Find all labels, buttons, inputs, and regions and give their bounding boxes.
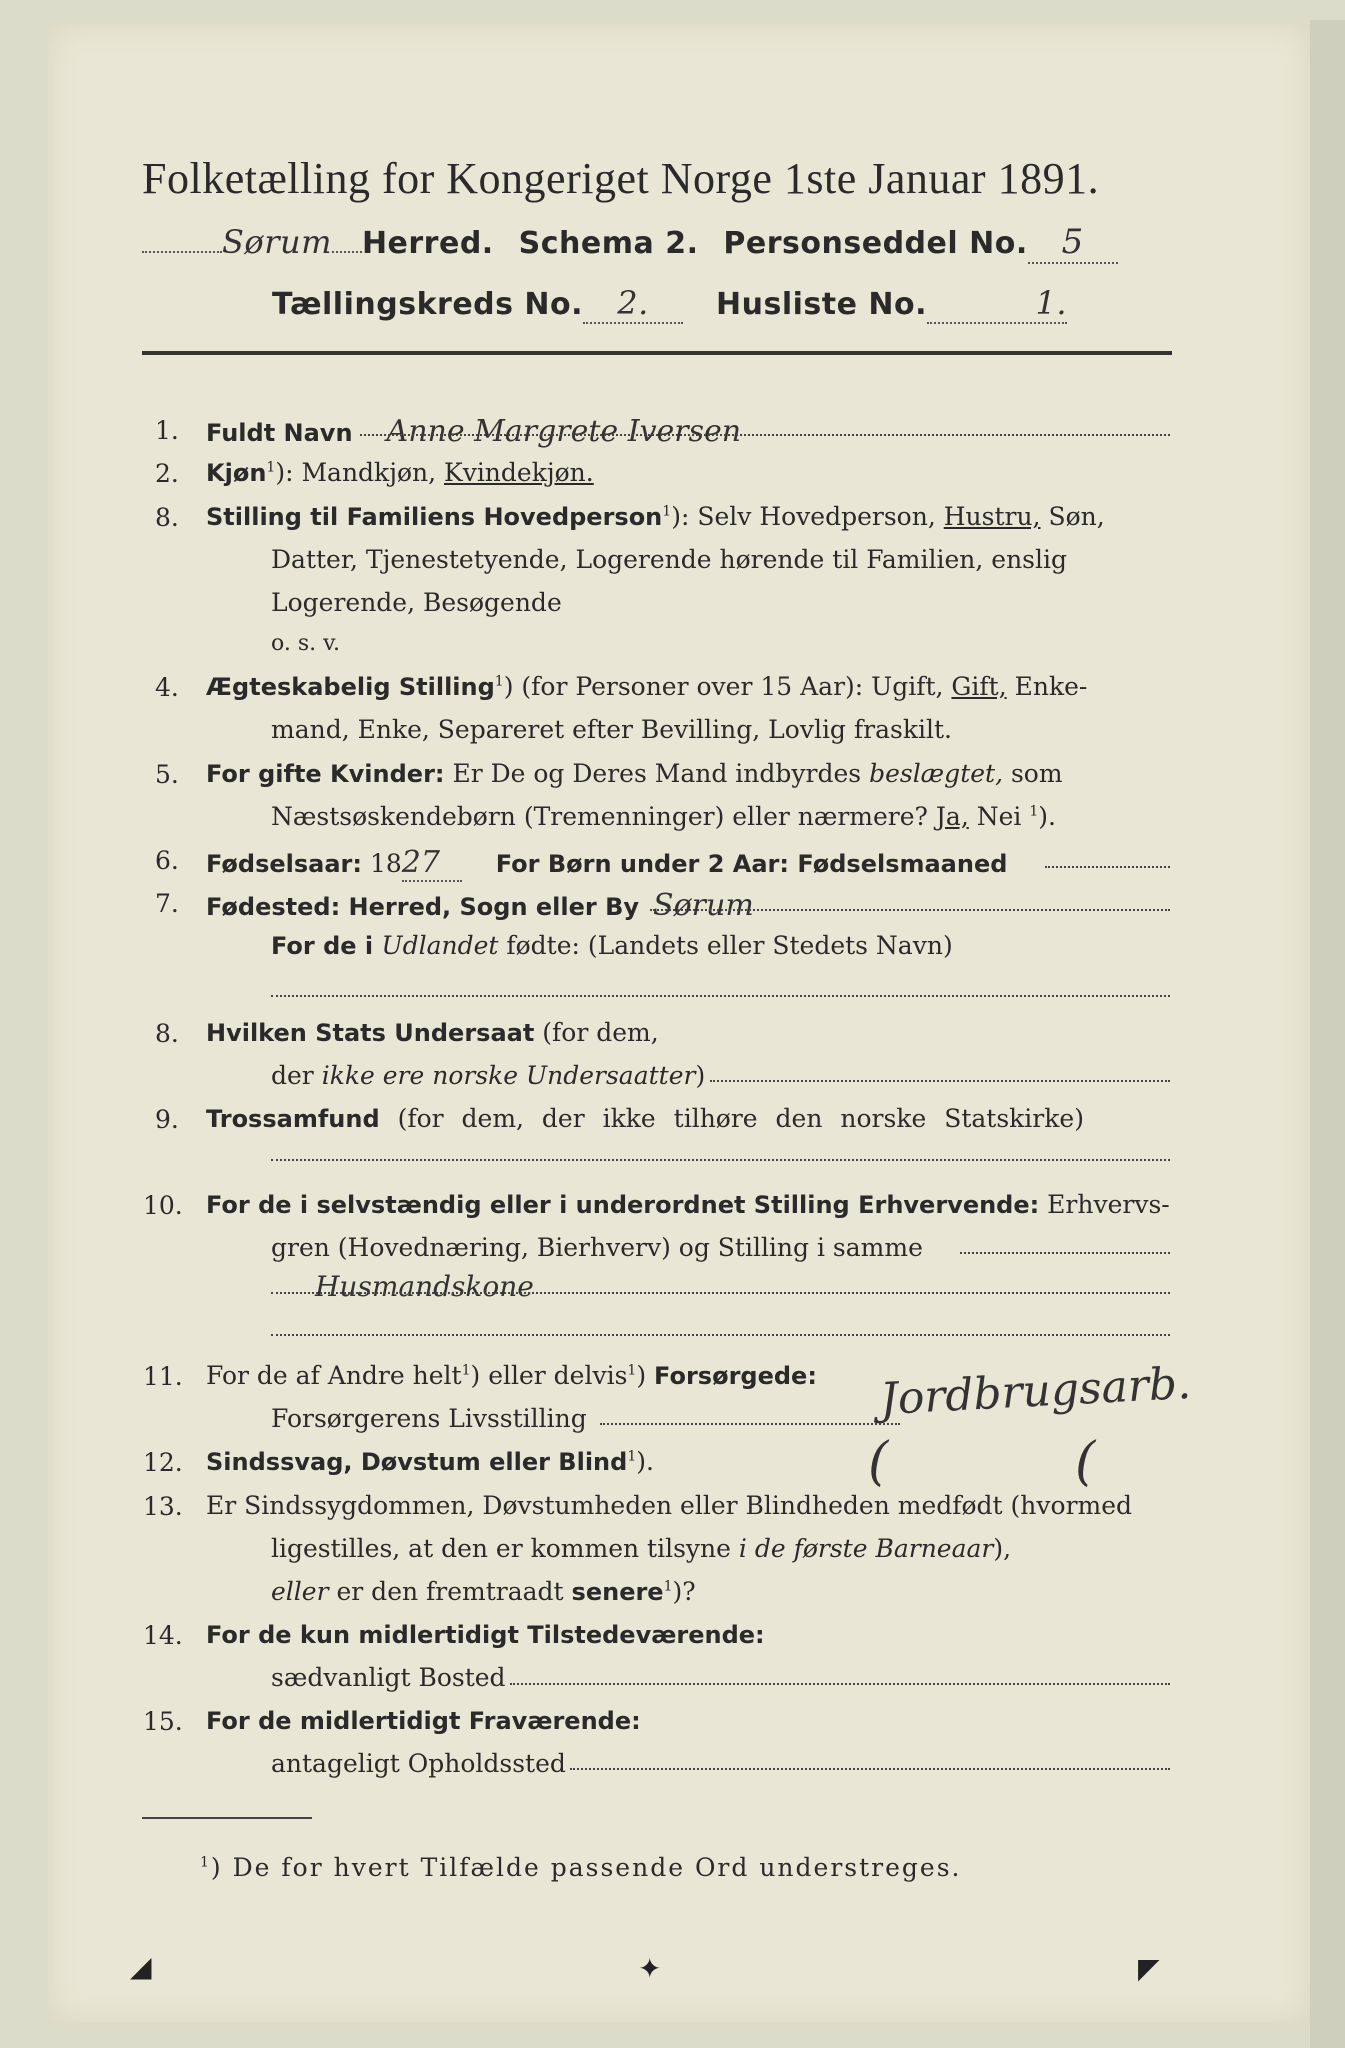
item-2-label: Kjøn [206,459,267,487]
item-13-line-3-text: er den fremtraadt [328,1577,572,1606]
item-5-text: Er De og Deres Mand indbyrdes [444,759,870,788]
item-5-label: For gifte Kvinder: [206,760,445,788]
item-7-line-2-text: For de i [271,932,382,960]
footnote-ref: 1 [662,503,672,520]
item-5-line-2 [271,802,1056,831]
item-1-label: Fuldt Navn [206,419,353,447]
item-12-row [206,1447,654,1476]
item-8-row [206,1018,659,1047]
item-7-line-2-end: fødte: (Landets eller Stedets Navn) [498,931,953,960]
item-3-row [206,502,1105,531]
footnote-ref: 1 [1029,803,1039,820]
item-3-text: ): Selv Hovedperson, [671,502,944,531]
item-5-row [206,759,1063,788]
item-9-label: Trossamfund [206,1105,380,1133]
item-number: 15. [143,1707,183,1736]
ja-underlined: Ja, [935,802,969,831]
item-7-label: Fødested: [206,893,341,921]
dotted-fill [271,995,1170,997]
item-6-row [206,845,1007,882]
item-13-line-2 [271,1534,1011,1563]
item-number: 13. [143,1492,183,1521]
item-number: 8. [155,1019,179,1048]
footnote-rule [142,1817,312,1819]
item-14-label: For de kun midlertidigt Tilstedeværende: [206,1621,765,1649]
item-7-text: Herred, Sogn eller By [340,893,640,921]
husliste-value: 1. [927,284,1067,324]
dotted-fill [510,1683,1170,1685]
dotted-fill [650,909,1170,911]
footnote-ref: 1 [461,1362,471,1379]
personseddel-value: 5 [1028,222,1118,264]
item-9-row [206,1104,1084,1133]
item-11-label: Forsørgede: [654,1362,817,1390]
item-15-label: For de midlertidigt Fraværende: [206,1707,641,1735]
item-2-row [206,458,594,487]
footnote-ref: 1 [494,673,504,690]
footnote-marker: 1 [200,1854,211,1871]
husliste-label: Husliste No. [716,287,928,322]
item-3-text-b: Søn, [1040,502,1105,531]
item-3-line-4: o. s. v. [271,631,340,656]
birthplace-value: Sørum [653,888,754,923]
dotted-fill [360,434,1170,436]
item-10-label: Erhvervende: [858,1191,1040,1219]
item-5-line-2-nei: Nei [968,802,1030,831]
item-15-line-2: antageligt Opholdssted [271,1749,566,1778]
item-13-line-3-end: )? [672,1577,696,1606]
item-13-line-2-text: ligestilles, at den er kommen tilsyne [271,1534,739,1563]
item-11-text-b: ) eller delvis [470,1361,628,1390]
item-5-line-2-end: ). [1038,802,1056,831]
item-1-row [206,414,741,449]
footnote-ref: 1 [663,1578,673,1595]
birth-year-value: 27 [402,845,462,882]
item-10-row [206,1190,1170,1219]
item-12-label: Sindssvag, Døvstum eller Blind [206,1448,628,1476]
item-number: 11. [143,1362,183,1391]
item-8-line-2 [271,1061,705,1090]
dotted-fill [271,1159,1170,1161]
item-4-line-2: mand, Enke, Separeret efter Bevilling, Lovlig fraskilt. [271,715,952,744]
item-8-line-2-text: der [271,1061,322,1090]
item-14-line-2: sædvanligt Bosted [271,1663,506,1692]
schema-label: Schema 2. [518,226,699,261]
item-8-label: Hvilken Stats Undersaat [206,1019,535,1047]
item-10-text: For de i selvstændig eller i underordnet Stilling [206,1191,859,1219]
item-number: 10. [143,1191,183,1220]
item-10-line-2: gren (Hovednæring, Bierhverv) og Stilling i samme [271,1233,923,1262]
ditto-mark: ( [868,1432,889,1492]
dotted-fill [271,1292,1170,1294]
item-13-row: Er Sindssygdommen, Døvstumheden eller Blindheden medfødt (hvormed [206,1491,1133,1520]
item-11-row [206,1361,817,1390]
full-name-value: Anne Margrete Iversen [386,414,742,449]
header-rule [142,351,1172,355]
footnote-ref: 1 [266,459,276,476]
item-number: 14. [143,1621,183,1650]
footnote [200,1853,961,1882]
item-4-text: ) (for Personer over 15 Aar): Ugift, [503,672,952,701]
item-4-text-b: Enke- [1006,672,1088,701]
gift-underlined: Gift, [951,672,1007,701]
birth-year-prefix: 18 [369,849,402,878]
dotted-fill [271,1334,1170,1336]
header-row-2 [272,284,1067,324]
item-number: 2. [155,459,179,488]
item-11-text-c: ) [636,1361,655,1390]
item-5-text-b: som [1003,759,1063,788]
item-2-text: ): Mandkjøn, [275,458,445,487]
item-number: 4. [155,673,179,702]
item-14-row [206,1620,765,1649]
dotted-fill [710,1080,1170,1082]
provider-occupation-value: Jordbrugsarb. [878,1357,1193,1426]
registration-mark-icon: ◤ [1138,1952,1160,1985]
item-number: 7. [155,889,179,918]
item-number: 9. [155,1105,179,1134]
item-10-text-b: Erhvervs- [1039,1190,1170,1219]
form-title: Folketælling for Kongeriget Norge 1ste Januar 1891. [142,154,1100,203]
item-11-line-2: Forsørgerens Livsstilling [271,1404,587,1433]
item-3-line-3: Logerende, Besøgende [271,588,562,617]
item-4-label: Ægteskabelig Stilling [206,673,495,701]
item-11-text: For de af Andre helt [206,1361,462,1390]
item-number: 1. [155,416,179,445]
footnote-ref: 1 [627,1448,637,1465]
footnote-text: ) De for hvert Tilfælde passende Ord understreges. [210,1853,962,1882]
dotted-fill [600,1423,900,1425]
stilling-underlined: Hustru, [943,502,1041,531]
item-13-line-3-bold: senere [571,1578,664,1606]
item-8-line-2-end: ) [695,1061,706,1090]
item-5-line-2-text: Næstsøskendebørn (Tremenninger) eller nærmere? [271,802,936,831]
item-number: 5. [155,760,179,789]
dotted-fill [570,1768,1170,1770]
item-7-line-2-italic: Udlandet [381,931,499,960]
header-row-1 [142,222,1118,264]
item-3-line-2: Datter, Tjenestetyende, Logerende hørende til Familien, enslig [271,545,1068,574]
occupation-value: Husmandskone [315,1270,534,1303]
item-15-row [206,1706,641,1735]
item-13-line-2-italic: i de første Barneaar [738,1534,994,1563]
item-6-text: For Børn under 2 Aar: Fødselsmaaned [495,850,1008,878]
item-13-line-3 [271,1577,696,1606]
item-6-label: Fødselsaar: [206,850,362,878]
item-7-line-2 [271,931,953,960]
item-13-line-3-italic: eller [271,1577,329,1606]
item-13-line-2-end: ), [993,1534,1012,1563]
ditto-mark: ( [1075,1432,1096,1492]
item-3-label: Stilling til Familiens Hovedperson [206,503,663,531]
dotted-fill [1045,866,1170,868]
registration-mark-icon: ✦ [638,1952,662,1985]
registration-mark-icon: ◢ [130,1950,152,1983]
item-4-row [206,672,1087,701]
item-number: 8. [155,503,179,532]
item-number: 6. [155,846,179,875]
herred-value: Sørum [222,223,332,261]
kjon-underlined: Kvindekjøn. [444,458,594,487]
item-number: 12. [143,1448,183,1477]
item-9-text: (for dem, der ikke tilhøre den norske Statskirke) [379,1104,1084,1133]
item-8-line-2-italic: ikke ere norske Undersaatter [321,1061,696,1090]
personseddel-label: Personseddel No. [723,226,1028,261]
taellingskreds-label: Tællingskreds No. [272,287,584,322]
item-12-text: ). [636,1447,654,1476]
item-8-text: (for dem, [534,1018,659,1047]
item-5-italic: beslægtet, [869,759,1004,788]
taellingskreds-value: 2. [583,284,683,324]
item-7-row [206,888,754,923]
herred-label: Herred. [361,226,494,261]
dotted-fill [142,251,222,253]
dotted-fill [960,1252,1170,1254]
dotted-fill [332,251,362,253]
footnote-ref: 1 [627,1362,637,1379]
page-edge [1310,20,1345,2048]
